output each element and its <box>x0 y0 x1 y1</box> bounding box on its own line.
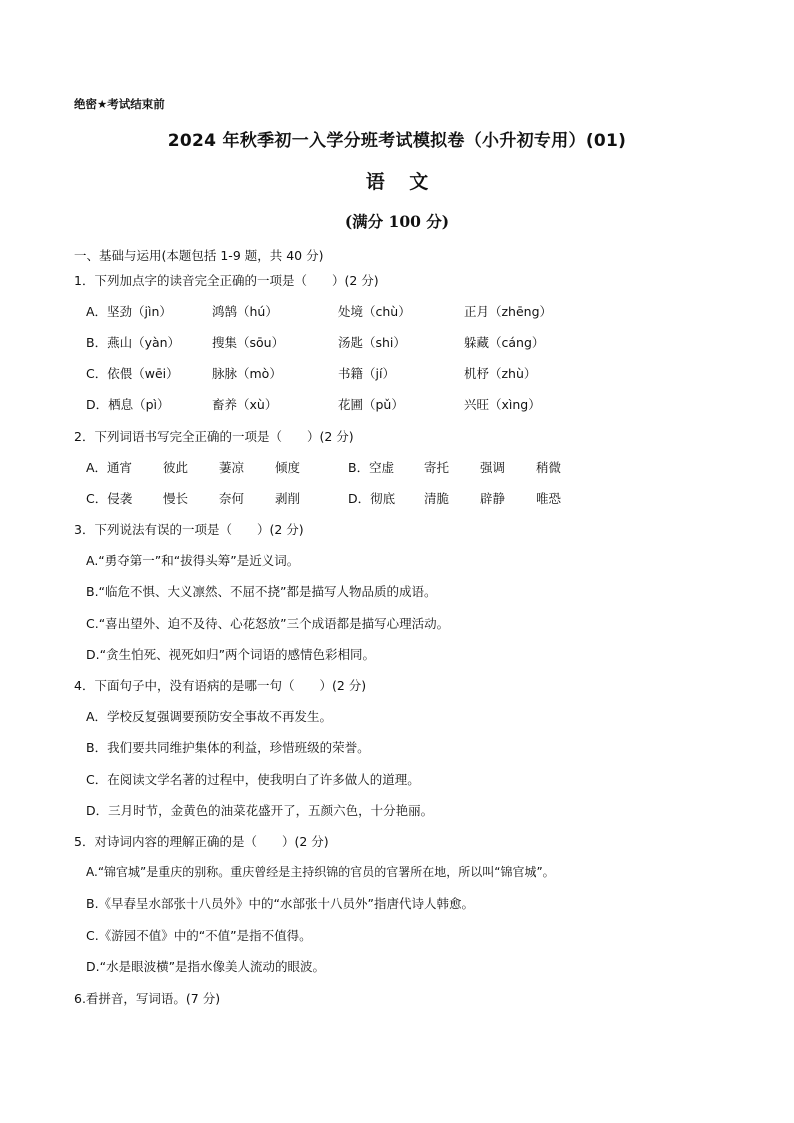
word-cell: 彼此 <box>163 460 189 475</box>
word-cell: 唯恐 <box>536 491 562 506</box>
question-3-option-b: B.“临危不惧、大义凛然、不屈不挠”都是描写人物品质的成语。 <box>86 584 437 599</box>
option-cell: 躲藏（cáng） <box>464 335 545 350</box>
question-3-option-a: A.“勇夺第一”和“拔得头筹”是近义词。 <box>86 553 300 568</box>
word-cell: D．彻底 <box>348 491 396 506</box>
word-cell: 辟静 <box>480 491 506 506</box>
question-3-stem: 3．下列说法有误的一项是（ ）(2 分) <box>74 522 304 537</box>
question-1-stem: 1．下列加点字的读音完全正确的一项是（ ）(2 分) <box>74 273 379 288</box>
subject-title: 语 文 <box>365 171 429 193</box>
option-cell: D．栖息（pì） <box>86 397 170 412</box>
option-cell: 搜集（sōu） <box>212 335 285 350</box>
word-cell: 萋凉 <box>219 460 245 475</box>
confidential-mark: 绝密★考试结束前 <box>74 97 165 111</box>
option-cell: B．燕山（yàn） <box>86 335 181 350</box>
option-cell: 机杼（zhù） <box>464 366 537 381</box>
word-cell: B．空虚 <box>348 460 395 475</box>
word-cell: 稍微 <box>536 460 562 475</box>
question-4-option-d: D．三月时节，金黄色的油菜花盛开了，五颜六色，十分艳丽。 <box>86 803 434 818</box>
word-cell: C．侵袭 <box>86 491 133 506</box>
question-5-option-c: C.《游园不值》中的“不值”是指不值得。 <box>86 928 312 943</box>
word-cell: A．通宵 <box>86 460 133 475</box>
option-cell: 汤匙（shi） <box>338 335 406 350</box>
option-cell: 脉脉（mò） <box>212 366 282 381</box>
option-cell: 处境（chù） <box>338 304 411 319</box>
option-cell: 花圃（pǔ） <box>338 397 404 412</box>
question-3-option-d: D.“贪生怕死、视死如归”两个词语的感情色彩相同。 <box>86 647 376 662</box>
word-cell: 慢长 <box>163 491 189 506</box>
question-5-option-b: B.《早春呈水部张十八员外》中的“水部张十八员外”指唐代诗人韩愈。 <box>86 896 475 911</box>
word-cell: 清脆 <box>424 491 450 506</box>
word-cell: 剥削 <box>275 491 301 506</box>
option-cell: 兴旺（xìng） <box>464 397 541 412</box>
question-4-option-b: B．我们要共同维护集体的利益，珍惜班级的荣誉。 <box>86 740 370 755</box>
exam-title: 2024 年秋季初一入学分班考试模拟卷（小升初专用）(01) <box>167 131 627 151</box>
word-cell: 强调 <box>480 460 506 475</box>
option-cell: 书籍（jí） <box>338 366 395 381</box>
question-5-option-d: D.“水是眼波横”是指水像美人流动的眼波。 <box>86 959 326 974</box>
option-cell: 鸿鹄（hú） <box>212 304 278 319</box>
question-6-stem: 6.看拼音，写词语。(7 分) <box>74 991 221 1006</box>
full-score: (满分 100 分) <box>344 212 450 231</box>
question-5-option-a: A.“锦官城”是重庆的别称。重庆曾经是主持织锦的官员的官署所在地，所以叫“锦官城”。 <box>86 865 555 879</box>
question-4-stem: 4．下面句子中，没有语病的是哪一句（ ）(2 分) <box>74 678 367 693</box>
question-4-option-c: C．在阅读文学名著的过程中，使我明白了许多做人的道理。 <box>86 772 420 787</box>
section-heading: 一、基础与运用(本题包括 1-9 题，共 40 分) <box>74 248 324 263</box>
question-2-stem: 2．下列词语书写完全正确的一项是（ ）(2 分) <box>74 429 354 444</box>
word-cell: 寄托 <box>424 460 450 475</box>
option-cell: 正月（zhēng） <box>464 304 553 319</box>
option-cell: A．坚劲（jìn） <box>86 304 172 319</box>
option-cell: C．依偎（wēi） <box>86 366 179 381</box>
word-cell: 倾度 <box>275 460 301 475</box>
word-cell: 奈何 <box>219 491 245 506</box>
question-4-option-a: A．学校反复强调要预防安全事故不再发生。 <box>86 709 333 724</box>
question-3-option-c: C.“喜出望外、迫不及待、心花怒放”三个成语都是描写心理活动。 <box>86 616 450 631</box>
option-cell: 畜养（xù） <box>212 397 278 412</box>
question-5-stem: 5．对诗词内容的理解正确的是（ ）(2 分) <box>74 834 329 849</box>
